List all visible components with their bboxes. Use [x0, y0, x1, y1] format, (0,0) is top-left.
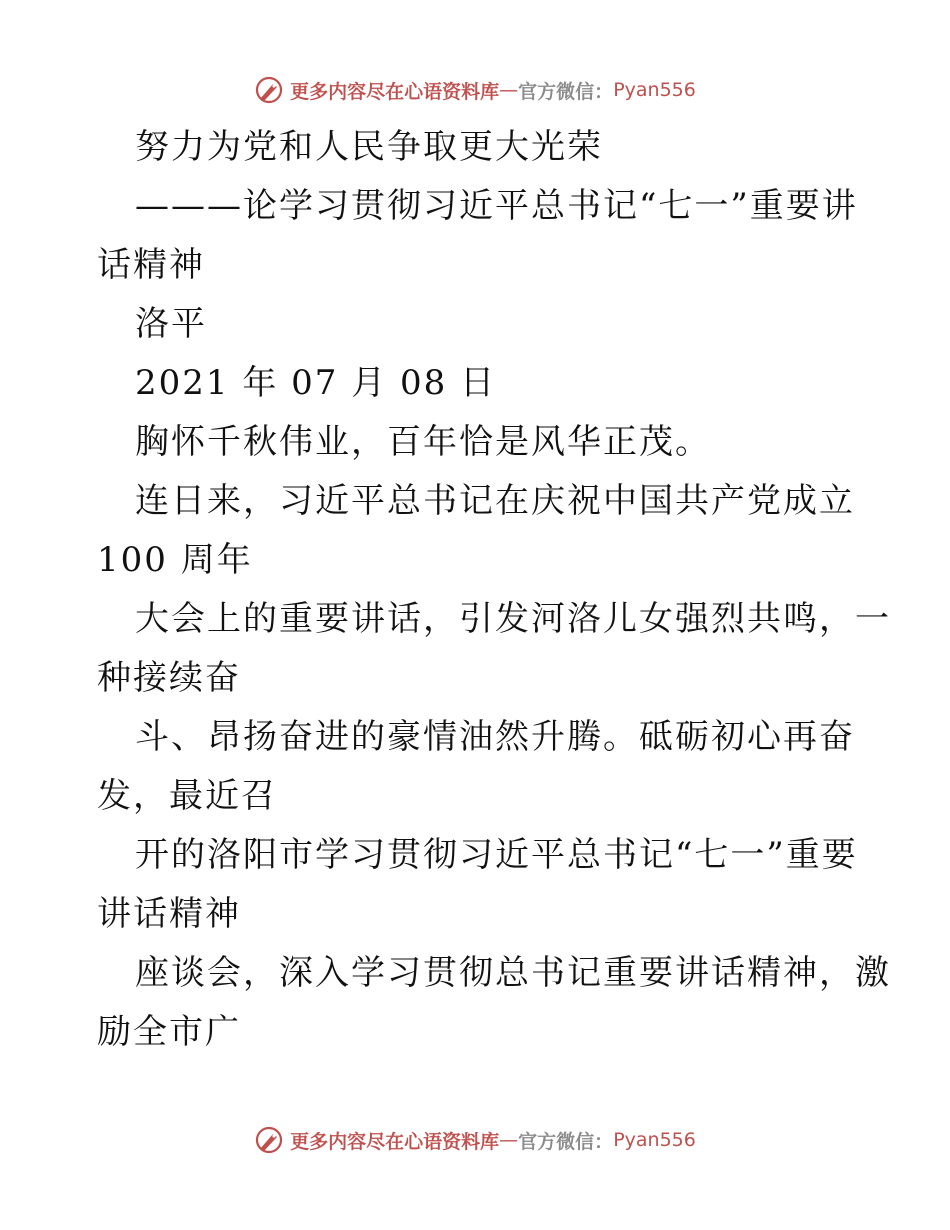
watermark-label: 官方微信：: [518, 80, 614, 103]
watermark-wechat-id: Pyan556: [613, 79, 696, 101]
paragraph-line: 励全市广: [97, 1012, 241, 1052]
paragraph-line: 斗、昂扬奋进的豪情油然升腾。砥砺初心再奋: [135, 717, 855, 757]
watermark-label: 官方微信：: [518, 1130, 614, 1153]
paragraph-line: 连日来，习近平总书记在庆祝中国共产党成立: [135, 481, 855, 521]
document-body: [97, 118, 891, 1062]
paragraph-line: 讲话精神: [97, 894, 241, 934]
document-subtitle-line: 话精神: [97, 245, 205, 285]
paragraph-line: 开的洛阳市学习贯彻习近平总书记“七一”重要: [135, 835, 858, 875]
pen-nib-circle-icon: [254, 75, 284, 105]
pen-nib-circle-icon: [254, 1125, 284, 1155]
document-title: 努力为党和人民争取更大光荣: [135, 127, 603, 167]
watermark-separator: —: [499, 1129, 519, 1151]
document-author: 洛平: [135, 304, 207, 344]
paragraph-line: 胸怀千秋伟业，百年恰是风华正茂。: [135, 422, 711, 462]
header-watermark: [0, 70, 950, 110]
paragraph-line: 发，最近召: [97, 776, 277, 816]
watermark-site-text: 更多内容尽在心语资料库: [290, 80, 500, 103]
watermark-separator: —: [499, 79, 519, 101]
document-date: 2021 年 07 月 08 日: [135, 363, 497, 403]
paragraph-line: 座谈会，深入学习贯彻总书记重要讲话精神，激: [135, 953, 891, 993]
paragraph-line: 大会上的重要讲话，引发河洛儿女强烈共鸣，一: [135, 599, 891, 639]
footer-watermark: [0, 1120, 950, 1160]
watermark-wechat-id: Pyan556: [613, 1129, 696, 1151]
watermark-site-text: 更多内容尽在心语资料库: [290, 1130, 500, 1153]
paragraph-line: 100 周年: [97, 540, 253, 580]
document-subtitle-line: ———论学习贯彻习近平总书记“七一”重要讲: [135, 186, 858, 226]
paragraph-line: 种接续奋: [97, 658, 241, 698]
